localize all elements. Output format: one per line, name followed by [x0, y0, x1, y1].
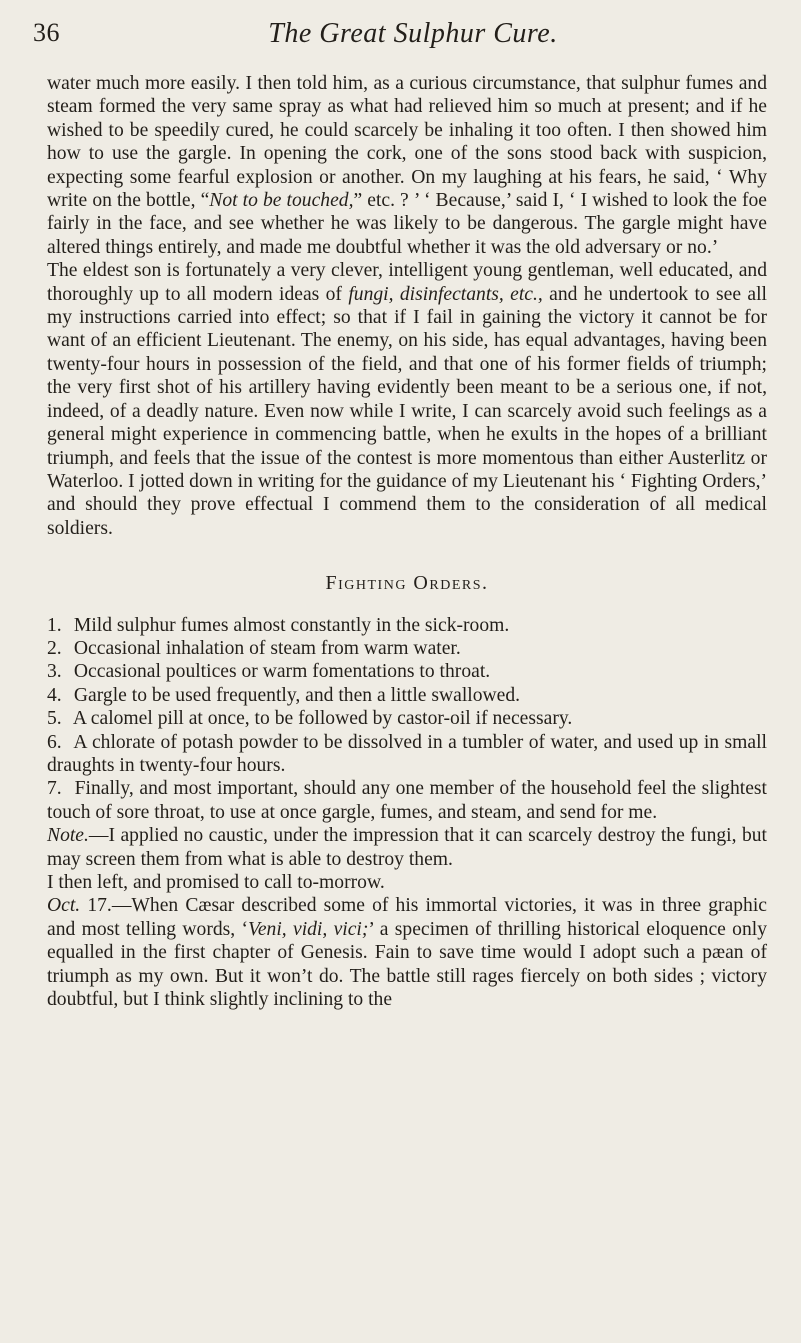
- list-item: [47, 660, 767, 683]
- paragraph-1-italic: Not to be touched,: [209, 190, 354, 212]
- closing-line: I then left, and promised to call to-morrow.: [47, 872, 385, 893]
- note-paragraph: [47, 824, 767, 871]
- page-body: [47, 72, 767, 1011]
- section-heading: Fighting Orders.: [325, 572, 489, 595]
- list-item-number: 2.: [47, 637, 62, 659]
- list-item-text: Gargle to be used frequently, and then a little swallowed.: [73, 684, 521, 706]
- list-item-number: 4.: [47, 684, 62, 706]
- paragraph-2: [47, 259, 767, 540]
- paragraph-2-rest: and he undertook to see all my instructions carried into effect; so that if I fail in gaining the victory it cannot be for want of an efficient Lieutenant. The enemy, on his side, has equal advantages, having been twenty-four hours in possession of the field, and that one of his former fields of triumph; the very first shot of his artillery having evidently been meant to be a serious one, if not, indeed, of a deadly nature. Even now while I write, I can scarcely avoid such feelings as a general might experience in commencing battle, when he exults in the hopes of a brilliant triumph, and feels that the issue of the contest is more momentous than either Austerlitz or Waterloo. I jotted down in writing for the guidance of my Lieutenant his ‘ Fighting Orders,’ and should they prove effectual I commend them to the consideration of all medical soldiers.: [47, 283, 767, 539]
- list-item: [47, 614, 767, 637]
- paragraph-1-text: water much more easily. I then told him, as a curious circumstance, that sulphur fumes and steam formed the very same spray as what had relieved him so much at present; and if he wished to be speedily cured, he could scarcely be inhaling it too often. I then showed him how to use the gargle. In opening the cork, one of the sons stood back with suspicion, expecting some fearful explosion or another. On my laughing at his fears, he said, ‘ Why write on the bottle, “: [47, 73, 767, 212]
- note-label: Note.: [47, 825, 89, 847]
- closing-paragraph: [47, 894, 767, 1011]
- list-item-text: A calomel pill at once, to be followed by castor-oil if necessary.: [72, 708, 573, 730]
- list-item: [47, 777, 767, 824]
- paragraph-2-italic: fungi, disinfectants, etc.,: [348, 283, 543, 305]
- fighting-orders-list: [47, 614, 767, 825]
- paragraph-2-start: The eldest son is fortunately a very clever, intelligent young gentleman, well educated, and thoroughly up to all modern ideas of: [47, 260, 767, 305]
- note-text: —I applied no caustic, under the impression that it can scarcely destroy the fungi, but may screen them from what is able to destroy them.: [47, 825, 767, 870]
- page-header: [33, 18, 753, 54]
- list-item-number: 3.: [47, 661, 62, 683]
- latin-quote: Veni, vidi, vici;: [248, 918, 369, 940]
- closing-text-rest: ’ a specimen of thrilling historical eloquence only equalled in the first chapter of Genesis. Fain to save time would I adopt such a pæan of triumph as my own. But it won’t do. The battle still rages fiercely on both sides ; victory doubtful, but I think slightly inclining to the: [47, 918, 768, 1011]
- list-item-text: Occasional inhalation of steam from warm water.: [73, 637, 461, 659]
- running-title: The Great Sulphur Cure.: [268, 18, 558, 49]
- closing-text: 17.—When Cæsar described some of his immortal victories, it was in three graphic and most telling words, ‘: [47, 895, 767, 940]
- page-number: 36: [33, 18, 60, 47]
- list-item-number: 1.: [47, 614, 62, 636]
- paragraph-1: [47, 72, 767, 259]
- list-item: [47, 684, 767, 707]
- list-item-number: 5.: [47, 708, 62, 730]
- list-item-text: A chlorate of potash powder to be dissolved in a tumbler of water, and used up in small draughts in twenty-four hours.: [47, 731, 767, 776]
- list-item: [47, 731, 767, 778]
- list-item-number: 7.: [47, 778, 62, 800]
- list-item: [47, 707, 767, 730]
- list-item-text: Finally, and most important, should any one member of the household feel the slightest touch of sore throat, to use at once gargle, fumes, and steam, and send for me.: [47, 778, 767, 823]
- list-item-text: Mild sulphur fumes almost constantly in the sick-room.: [73, 614, 510, 636]
- list-item: [47, 637, 767, 660]
- paragraph-1-rest: ” etc. ? ’ ‘ Because,’ said I, ‘ I wished to look the foe fairly in the face, and see whether he was likely to be dangerous. The gargle might have altered things entirely, and made me doubtful whether it was the old adversary or no.’: [47, 190, 768, 258]
- list-item-number: 6.: [47, 731, 62, 753]
- date-label: Oct.: [47, 895, 81, 917]
- list-item-text: Occasional poultices or warm fomentations to throat.: [73, 661, 491, 683]
